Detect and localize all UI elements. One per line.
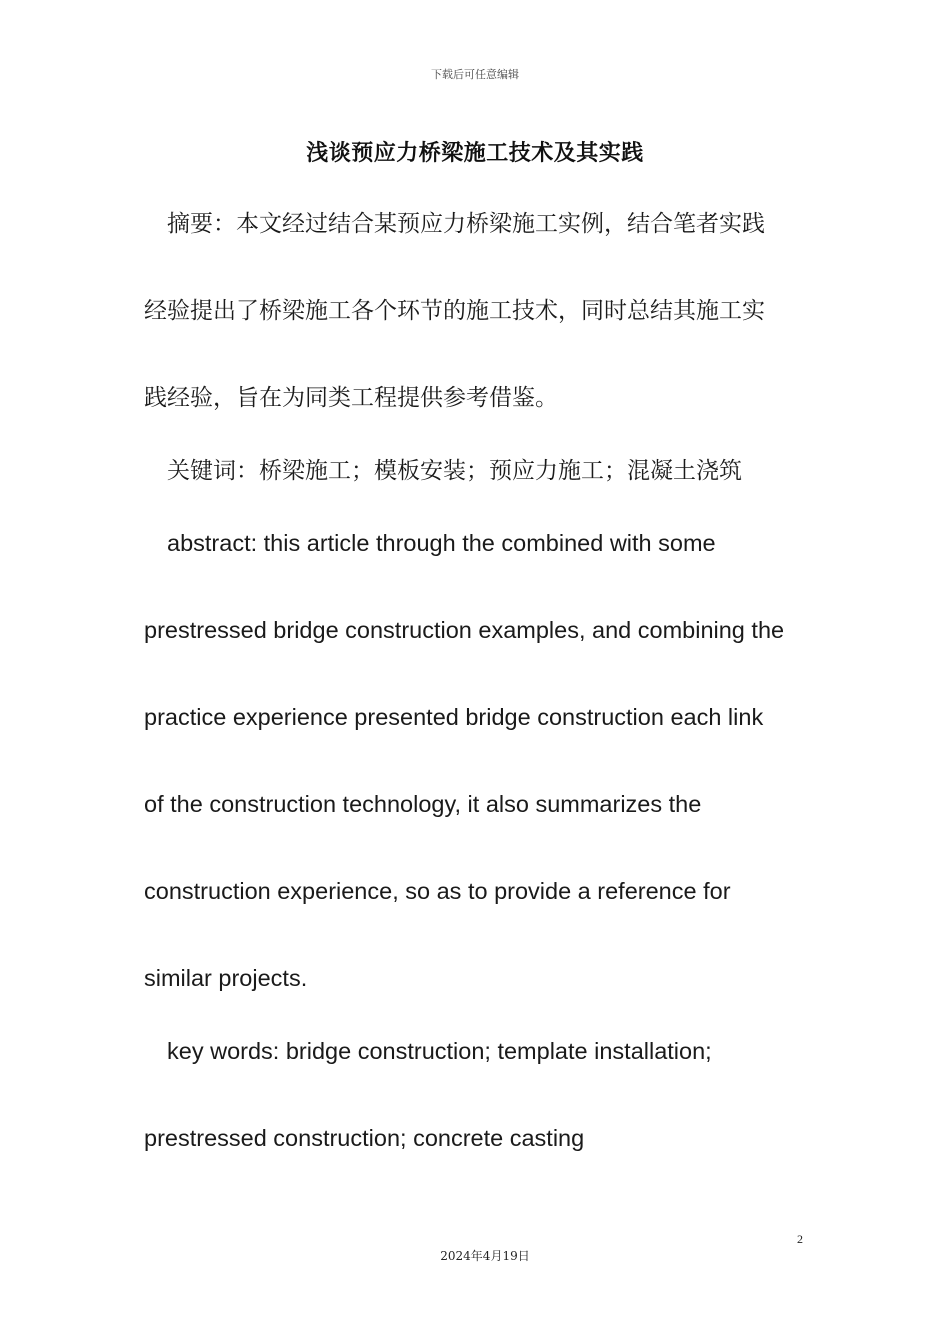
keywords-en-line-1: key words: bridge construction; template installation; [167, 1038, 712, 1064]
abstract-en-line-2: prestressed bridge construction examples, and combining the [144, 617, 785, 643]
abstract-en-line-6: similar projects. [144, 965, 308, 991]
abstract-cn-line-1: 摘要：本文经过结合某预应力桥梁施工实例，结合笔者实践 [167, 211, 765, 237]
abstract-en-line-3: practice experience presented bridge construction each link [144, 704, 764, 730]
abstract-cn-line-2: 经验提出了桥梁施工各个环节的施工技术，同时总结其施工实 [144, 298, 765, 324]
abstract-en-line-5: construction experience, so as to provide a reference for [144, 878, 731, 904]
abstract-en-line-1: abstract: this article through the combined with some [167, 530, 716, 556]
footer-date: 2024年4月19日 [440, 1249, 530, 1263]
abstract-en-line-4: of the construction technology, it also summarizes the [144, 791, 702, 817]
document-title: 浅谈预应力桥梁施工技术及其实践 [306, 141, 644, 166]
abstract-cn-line-3: 践经验，旨在为同类工程提供参考借鉴。 [144, 385, 558, 411]
keywords-cn: 关键词：桥梁施工；模板安装；预应力施工；混凝土浇筑 [167, 458, 742, 484]
keywords-en-line-2: prestressed construction; concrete casting [144, 1125, 585, 1151]
header-note: 下载后可任意编辑 [431, 68, 519, 81]
page-number: 2 [797, 1232, 803, 1246]
